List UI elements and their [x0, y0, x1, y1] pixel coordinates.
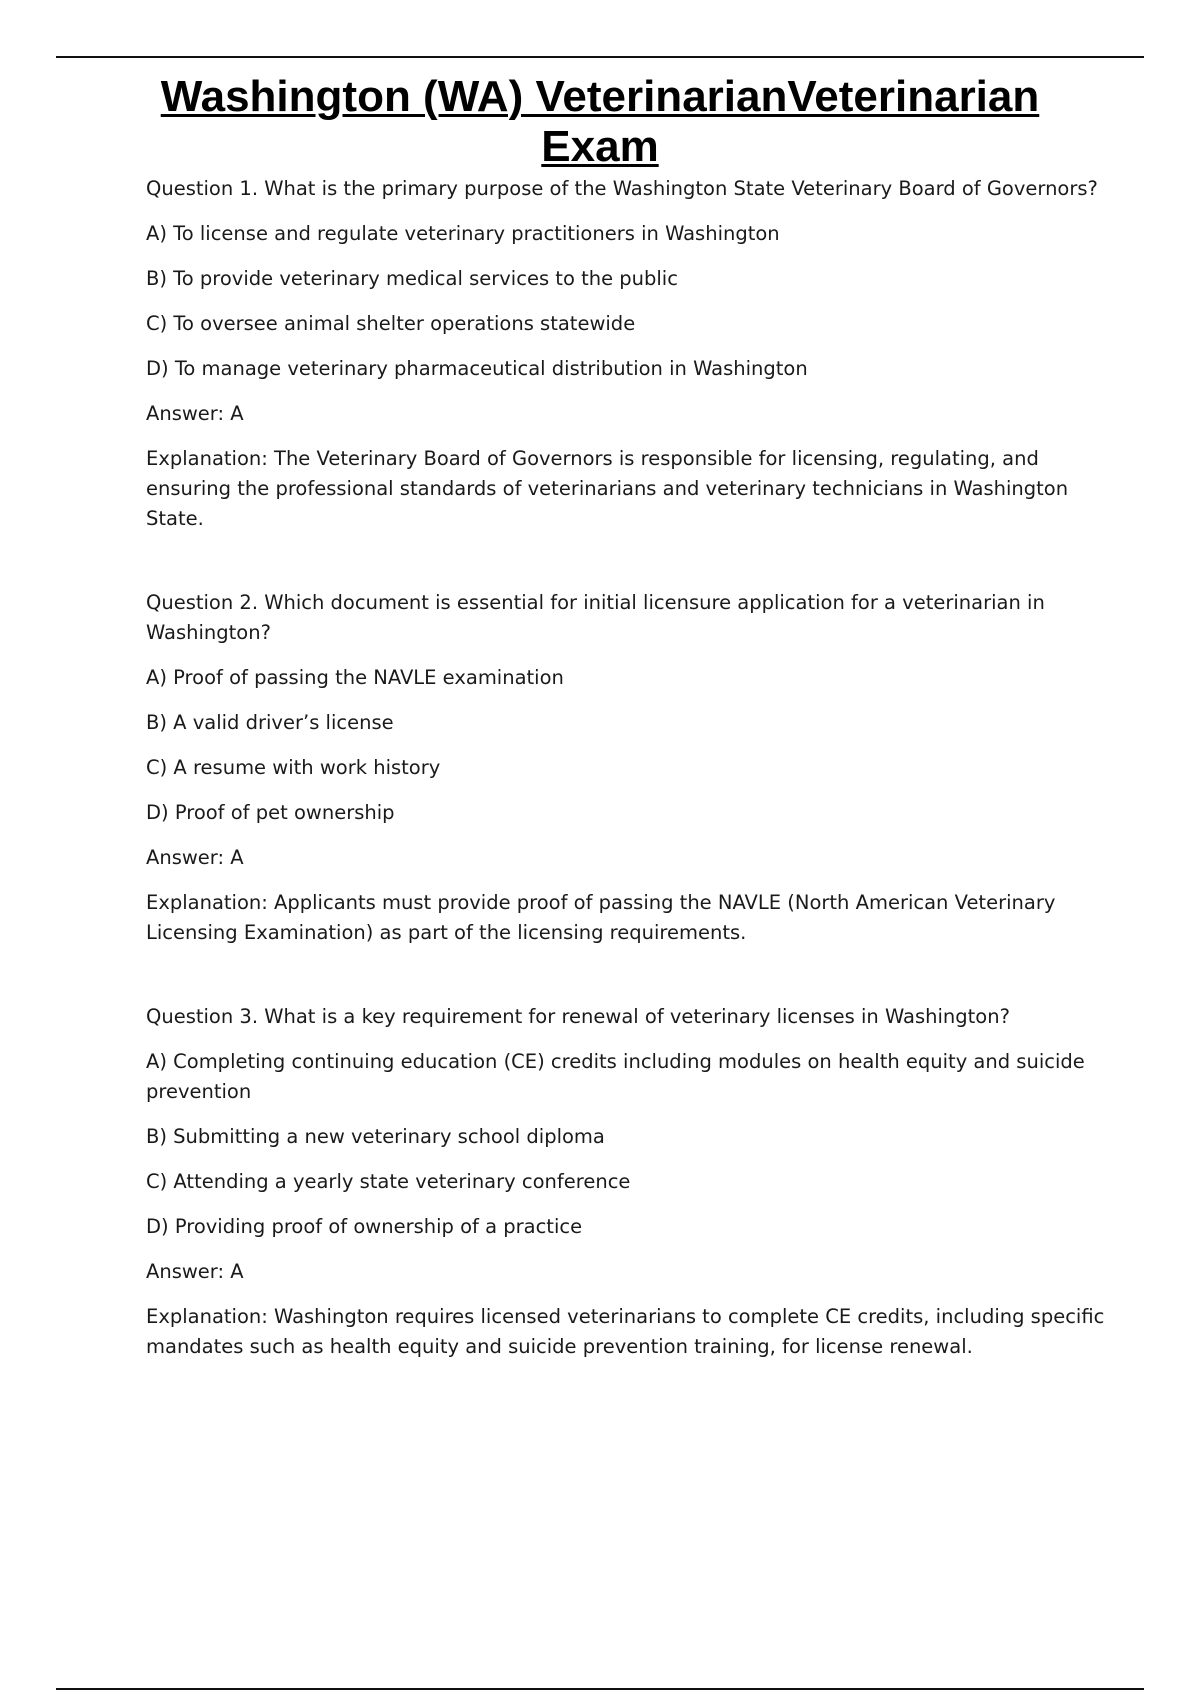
option-b: B) A valid driver’s license [146, 711, 394, 734]
option-d: D) Proof of pet ownership [146, 801, 395, 824]
answer: Answer: A [146, 846, 244, 869]
explanation: Explanation: Applicants must provide proof of passing the NAVLE (North American Veterinary Licensing Examination) as part of the licensing requirements. [146, 891, 1056, 944]
option-a: A) Proof of passing the NAVLE examination [146, 666, 564, 689]
title-line-1: Washington (WA) VeterinarianVeterinarian [160, 72, 1040, 121]
option-d: D) Providing proof of ownership of a practice [146, 1215, 583, 1238]
explanation: Explanation: Washington requires licensed veterinarians to complete CE credits, including specific mandates such as health equity and suicide prevention training, for license renewal. [146, 1305, 1105, 1358]
option-b: B) Submitting a new veterinary school diploma [146, 1125, 605, 1148]
option-a: A) Completing continuing education (CE) credits including modules on health equity and suicide prevention [146, 1050, 1085, 1103]
option-c: C) A resume with work history [146, 756, 441, 779]
question-text: Question 1. What is the primary purpose of the Washington State Veterinary Board of Governors? [146, 177, 1098, 200]
top-divider [56, 56, 1144, 58]
option-c: C) Attending a yearly state veterinary conference [146, 1170, 631, 1193]
answer: Answer: A [146, 1260, 244, 1283]
question-list [146, 174, 1106, 1377]
document-title [150, 72, 1050, 172]
question-2 [146, 588, 1106, 948]
question-3 [146, 1002, 1106, 1362]
title-line-2: Exam [541, 122, 659, 171]
question-1 [146, 174, 1106, 534]
bottom-divider [56, 1688, 1144, 1690]
option-a: A) To license and regulate veterinary practitioners in Washington [146, 222, 780, 245]
answer: Answer: A [146, 402, 244, 425]
question-text: Question 3. What is a key requirement for renewal of veterinary licenses in Washington? [146, 1005, 1010, 1028]
question-text: Question 2. Which document is essential for initial licensure application for a veterinarian in Washington? [146, 591, 1045, 644]
explanation: Explanation: The Veterinary Board of Governors is responsible for licensing, regulating, and ensuring the professional standards of veterinarians and veterinary technicians in Washington State. [146, 447, 1069, 530]
option-d: D) To manage veterinary pharmaceutical distribution in Washington [146, 357, 808, 380]
option-c: C) To oversee animal shelter operations statewide [146, 312, 636, 335]
option-b: B) To provide veterinary medical services to the public [146, 267, 678, 290]
